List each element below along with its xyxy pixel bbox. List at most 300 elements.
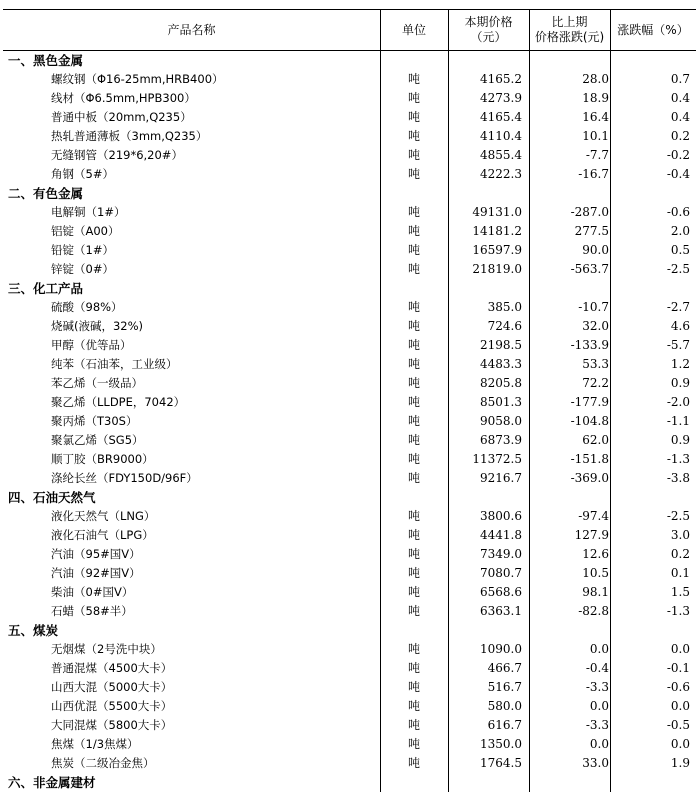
column-divider: [448, 488, 449, 507]
column-divider: [610, 393, 611, 412]
column-divider: [448, 659, 449, 678]
table-row: [3, 583, 696, 602]
table-row: [3, 222, 696, 241]
header-change-line2: 价格涨跌(元): [534, 30, 605, 44]
change-cell: 10.1: [582, 129, 609, 143]
product-name: 聚氯乙烯（SG5）: [51, 433, 144, 447]
table-row: [3, 203, 696, 222]
table-row: [3, 754, 696, 773]
column-divider: [448, 507, 449, 526]
product-name: 焦炭（二级冶金焦）: [51, 756, 155, 770]
pct-cell: -5.7: [666, 338, 690, 352]
table-row: [3, 241, 696, 260]
change-cell: 18.9: [582, 91, 609, 105]
column-divider: [380, 469, 381, 488]
column-divider: [610, 336, 611, 355]
column-divider: [380, 431, 381, 450]
column-divider: [380, 146, 381, 165]
product-name: 汽油（92#国Ⅴ）: [51, 566, 141, 580]
product-name: 聚丙烯（T30S）: [51, 414, 138, 428]
unit-cell: 吨: [407, 167, 420, 181]
column-divider: [380, 165, 381, 184]
column-divider: [448, 602, 449, 621]
column-divider: [448, 89, 449, 108]
column-divider: [380, 716, 381, 735]
column-divider: [448, 260, 449, 279]
column-divider: [380, 773, 381, 792]
unit-cell: 吨: [407, 414, 420, 428]
column-divider: [610, 583, 611, 602]
column-divider: [529, 51, 530, 70]
table-row: [3, 127, 696, 146]
column-divider: [610, 659, 611, 678]
change-cell: 72.2: [582, 376, 609, 390]
table-row: [3, 260, 696, 279]
column-divider: [380, 640, 381, 659]
table-row: [3, 298, 696, 317]
pct-cell: 0.9: [670, 376, 690, 390]
product-name: 汽油（95#国Ⅴ）: [51, 547, 141, 561]
column-divider: [610, 488, 611, 507]
pct-cell: 0.0: [670, 642, 690, 656]
column-divider: [448, 222, 449, 241]
header-product-name: 产品名称: [167, 22, 216, 37]
column-divider: [529, 374, 530, 393]
column-divider: [380, 336, 381, 355]
table-row: [3, 640, 696, 659]
table-row: [3, 70, 696, 89]
column-divider: [529, 412, 530, 431]
table-row: [3, 469, 696, 488]
price-cell: 14181.2: [472, 224, 522, 238]
header-change-line1: 比上期: [551, 15, 588, 29]
column-divider: [610, 184, 611, 203]
pct-cell: -2.0: [666, 395, 690, 409]
change-cell: 127.9: [574, 528, 609, 542]
product-name: 苯乙烯（一级品）: [51, 376, 143, 390]
unit-cell: 吨: [407, 528, 420, 542]
column-divider: [610, 374, 611, 393]
column-divider: [448, 469, 449, 488]
section-title: 二、有色金属: [8, 186, 84, 201]
pct-cell: 0.2: [670, 547, 690, 561]
table-row: [3, 450, 696, 469]
column-divider: [529, 279, 530, 298]
column-divider: [448, 146, 449, 165]
column-divider: [448, 678, 449, 697]
product-name: 纯苯（石油苯，工业级）: [51, 357, 178, 371]
price-cell: 9058.0: [480, 414, 522, 428]
column-divider: [380, 545, 381, 564]
table-row: [3, 716, 696, 735]
product-name: 热轧普通薄板（3mm,Q235）: [51, 129, 208, 143]
change-cell: -3.3: [585, 718, 609, 732]
table-body: [3, 51, 696, 792]
change-cell: 16.4: [582, 110, 609, 124]
column-divider: [610, 640, 611, 659]
column-divider: [380, 51, 381, 70]
product-name: 无缝钢管（219*6,20#）: [51, 148, 183, 162]
price-cell: 6363.1: [480, 604, 522, 618]
price-cell: 4483.3: [480, 357, 522, 371]
change-cell: 28.0: [582, 72, 609, 86]
pct-cell: 0.0: [670, 699, 690, 713]
price-cell: 9216.7: [480, 471, 522, 485]
column-divider: [380, 526, 381, 545]
unit-cell: 吨: [407, 585, 420, 599]
column-divider: [380, 355, 381, 374]
product-name: 山西大混（5000大卡）: [51, 680, 173, 694]
table-row: [3, 659, 696, 678]
price-table: [3, 9, 696, 792]
change-cell: 90.0: [582, 243, 609, 257]
table-row: [3, 336, 696, 355]
column-divider: [380, 659, 381, 678]
change-cell: -151.8: [570, 452, 609, 466]
table-row: [3, 146, 696, 165]
pct-cell: -2.7: [666, 300, 690, 314]
product-name: 角钢（5#）: [51, 167, 114, 181]
change-cell: -0.4: [585, 661, 609, 675]
table-row: [3, 317, 696, 336]
column-divider: [529, 108, 530, 127]
column-divider: [610, 89, 611, 108]
change-cell: 33.0: [582, 756, 609, 770]
column-divider: [529, 583, 530, 602]
column-divider: [448, 754, 449, 773]
section-row: [3, 773, 696, 792]
pct-cell: -1.1: [666, 414, 690, 428]
column-divider: [448, 10, 449, 50]
unit-cell: 吨: [407, 642, 420, 656]
column-divider: [448, 241, 449, 260]
column-divider: [529, 678, 530, 697]
column-divider: [448, 621, 449, 640]
unit-cell: 吨: [407, 110, 420, 124]
column-divider: [529, 450, 530, 469]
product-name: 锌锭（0#）: [51, 262, 114, 276]
column-divider: [610, 203, 611, 222]
price-cell: 7349.0: [480, 547, 522, 561]
change-cell: -3.3: [585, 680, 609, 694]
product-name: 聚乙烯（LLDPE，7042）: [51, 395, 186, 409]
column-divider: [380, 393, 381, 412]
column-divider: [380, 10, 381, 50]
price-cell: 385.0: [487, 300, 522, 314]
column-divider: [448, 184, 449, 203]
product-name: 液化天然气（LNG）: [51, 509, 156, 523]
column-divider: [448, 393, 449, 412]
change-cell: -10.7: [578, 300, 609, 314]
column-divider: [529, 640, 530, 659]
price-cell: 4855.4: [480, 148, 522, 162]
price-cell: 4165.2: [480, 72, 522, 86]
column-divider: [448, 640, 449, 659]
pct-cell: 1.2: [670, 357, 690, 371]
pct-cell: -0.4: [666, 167, 690, 181]
column-divider: [380, 450, 381, 469]
pct-cell: -0.6: [666, 680, 690, 694]
column-divider: [610, 355, 611, 374]
column-divider: [610, 735, 611, 754]
column-divider: [529, 317, 530, 336]
column-divider: [610, 108, 611, 127]
section-title: 三、化工产品: [8, 281, 84, 296]
column-divider: [529, 260, 530, 279]
column-divider: [610, 298, 611, 317]
column-divider: [380, 735, 381, 754]
column-divider: [610, 564, 611, 583]
change-cell: 0.0: [589, 642, 609, 656]
change-cell: -287.0: [570, 205, 609, 219]
table-row: [3, 545, 696, 564]
price-cell: 466.7: [487, 661, 522, 675]
table-row: [3, 393, 696, 412]
price-cell: 1090.0: [480, 642, 522, 656]
pct-cell: 0.1: [670, 566, 690, 580]
section-row: [3, 51, 696, 70]
product-name: 线材（Φ6.5mm,HPB300）: [51, 91, 196, 105]
price-cell: 8501.3: [480, 395, 522, 409]
column-divider: [529, 431, 530, 450]
price-cell: 7080.7: [480, 566, 522, 580]
column-divider: [610, 165, 611, 184]
section-title: 四、石油天然气: [8, 490, 96, 505]
change-cell: -82.8: [578, 604, 609, 618]
price-cell: 580.0: [487, 699, 522, 713]
pct-cell: -0.5: [666, 718, 690, 732]
change-cell: 277.5: [574, 224, 609, 238]
column-divider: [529, 773, 530, 792]
column-divider: [380, 89, 381, 108]
change-cell: -97.4: [578, 509, 609, 523]
column-divider: [610, 70, 611, 89]
column-divider: [529, 469, 530, 488]
price-cell: 6568.6: [480, 585, 522, 599]
price-cell: 1764.5: [480, 756, 522, 770]
column-divider: [380, 564, 381, 583]
table-row: [3, 735, 696, 754]
unit-cell: 吨: [407, 604, 420, 618]
pct-cell: -1.3: [666, 452, 690, 466]
column-divider: [380, 488, 381, 507]
column-divider: [380, 697, 381, 716]
column-divider: [529, 735, 530, 754]
product-name: 螺纹钢（Φ16-25mm,HRB400）: [51, 72, 224, 86]
section-title: 六、非金属建材: [8, 775, 96, 790]
pct-cell: 0.5: [670, 243, 690, 257]
column-divider: [610, 51, 611, 70]
column-divider: [380, 583, 381, 602]
header-price: [448, 10, 529, 50]
change-cell: 32.0: [582, 319, 609, 333]
pct-cell: -3.8: [666, 471, 690, 485]
change-cell: -16.7: [578, 167, 609, 181]
table-row: [3, 507, 696, 526]
product-name: 顺丁胶（BR9000）: [51, 452, 154, 466]
column-divider: [610, 716, 611, 735]
header-change: [529, 10, 610, 50]
column-divider: [448, 583, 449, 602]
table-row: [3, 412, 696, 431]
column-divider: [529, 716, 530, 735]
product-name: 甲醇（优等品）: [51, 338, 132, 352]
column-divider: [529, 697, 530, 716]
column-divider: [610, 279, 611, 298]
column-divider: [448, 735, 449, 754]
column-divider: [529, 89, 530, 108]
pct-cell: 3.0: [670, 528, 690, 542]
unit-cell: 吨: [407, 262, 420, 276]
header-price-line2: （元）: [470, 30, 507, 44]
column-divider: [380, 621, 381, 640]
column-divider: [529, 659, 530, 678]
column-divider: [610, 545, 611, 564]
column-divider: [380, 279, 381, 298]
column-divider: [448, 298, 449, 317]
column-divider: [529, 298, 530, 317]
change-cell: 0.0: [589, 699, 609, 713]
pct-cell: -2.5: [666, 262, 690, 276]
column-divider: [380, 754, 381, 773]
unit-cell: 吨: [407, 471, 420, 485]
column-divider: [380, 298, 381, 317]
column-divider: [448, 317, 449, 336]
table-row: [3, 374, 696, 393]
column-divider: [529, 165, 530, 184]
pct-cell: -2.5: [666, 509, 690, 523]
column-divider: [610, 526, 611, 545]
table-row: [3, 697, 696, 716]
column-divider: [380, 412, 381, 431]
column-divider: [610, 317, 611, 336]
table-row: [3, 89, 696, 108]
unit-cell: 吨: [407, 718, 420, 732]
product-name: 电解铜（1#）: [51, 205, 126, 219]
change-cell: 62.0: [582, 433, 609, 447]
column-divider: [529, 146, 530, 165]
column-divider: [529, 754, 530, 773]
unit-cell: 吨: [407, 148, 420, 162]
column-divider: [380, 507, 381, 526]
column-divider: [529, 545, 530, 564]
unit-cell: 吨: [407, 737, 420, 751]
column-divider: [529, 621, 530, 640]
product-name: 涤纶长丝（FDY150D/96F）: [51, 471, 198, 485]
unit-cell: 吨: [407, 756, 420, 770]
column-divider: [448, 545, 449, 564]
column-divider: [380, 374, 381, 393]
change-cell: -369.0: [570, 471, 609, 485]
change-cell: -133.9: [570, 338, 609, 352]
column-divider: [380, 70, 381, 89]
unit-cell: 吨: [407, 395, 420, 409]
column-divider: [610, 412, 611, 431]
table-row: [3, 564, 696, 583]
pct-cell: 0.4: [670, 91, 690, 105]
product-name: 焦煤（1/3焦煤）: [51, 737, 139, 751]
price-cell: 4441.8: [480, 528, 522, 542]
unit-cell: 吨: [407, 661, 420, 675]
column-divider: [529, 488, 530, 507]
price-cell: 49131.0: [472, 205, 522, 219]
column-divider: [529, 564, 530, 583]
unit-cell: 吨: [407, 72, 420, 86]
pct-cell: 0.4: [670, 110, 690, 124]
change-cell: -563.7: [570, 262, 609, 276]
column-divider: [448, 564, 449, 583]
table-row: [3, 602, 696, 621]
price-cell: 21819.0: [472, 262, 522, 276]
column-divider: [529, 507, 530, 526]
unit-cell: 吨: [407, 338, 420, 352]
unit-cell: 吨: [407, 699, 420, 713]
unit-cell: 吨: [407, 91, 420, 105]
table-row: [3, 526, 696, 545]
change-cell: 12.6: [582, 547, 609, 561]
unit-cell: 吨: [407, 509, 420, 523]
column-divider: [529, 602, 530, 621]
column-divider: [448, 431, 449, 450]
change-cell: -177.9: [570, 395, 609, 409]
price-cell: 3800.6: [480, 509, 522, 523]
price-cell: 16597.9: [472, 243, 522, 257]
price-cell: 4110.4: [480, 129, 522, 143]
column-divider: [529, 336, 530, 355]
column-divider: [448, 773, 449, 792]
table-row: [3, 355, 696, 374]
column-divider: [529, 184, 530, 203]
column-divider: [610, 10, 611, 50]
price-cell: 4222.3: [480, 167, 522, 181]
product-name: 普通混煤（4500大卡）: [51, 661, 173, 675]
table-header: [3, 9, 696, 51]
column-divider: [610, 450, 611, 469]
column-divider: [529, 10, 530, 50]
pct-cell: -0.1: [666, 661, 690, 675]
column-divider: [380, 127, 381, 146]
section-title: 五、煤炭: [8, 623, 59, 638]
pct-cell: 0.0: [670, 737, 690, 751]
column-divider: [380, 678, 381, 697]
pct-cell: -0.2: [666, 148, 690, 162]
change-cell: 10.5: [582, 566, 609, 580]
column-divider: [448, 716, 449, 735]
price-cell: 1350.0: [480, 737, 522, 751]
column-divider: [610, 697, 611, 716]
column-divider: [380, 108, 381, 127]
column-divider: [448, 697, 449, 716]
column-divider: [610, 222, 611, 241]
column-divider: [610, 754, 611, 773]
section-row: [3, 621, 696, 640]
product-name: 柴油（0#国Ⅴ）: [51, 585, 134, 599]
column-divider: [448, 165, 449, 184]
column-divider: [529, 393, 530, 412]
pct-cell: 1.9: [670, 756, 690, 770]
column-divider: [448, 336, 449, 355]
column-divider: [448, 374, 449, 393]
column-divider: [529, 526, 530, 545]
column-divider: [380, 241, 381, 260]
pct-cell: -0.6: [666, 205, 690, 219]
product-name: 山西优混（5500大卡）: [51, 699, 173, 713]
table-row: [3, 678, 696, 697]
product-name: 铝锭（A00）: [51, 224, 120, 238]
unit-cell: 吨: [407, 243, 420, 257]
column-divider: [610, 469, 611, 488]
column-divider: [448, 412, 449, 431]
